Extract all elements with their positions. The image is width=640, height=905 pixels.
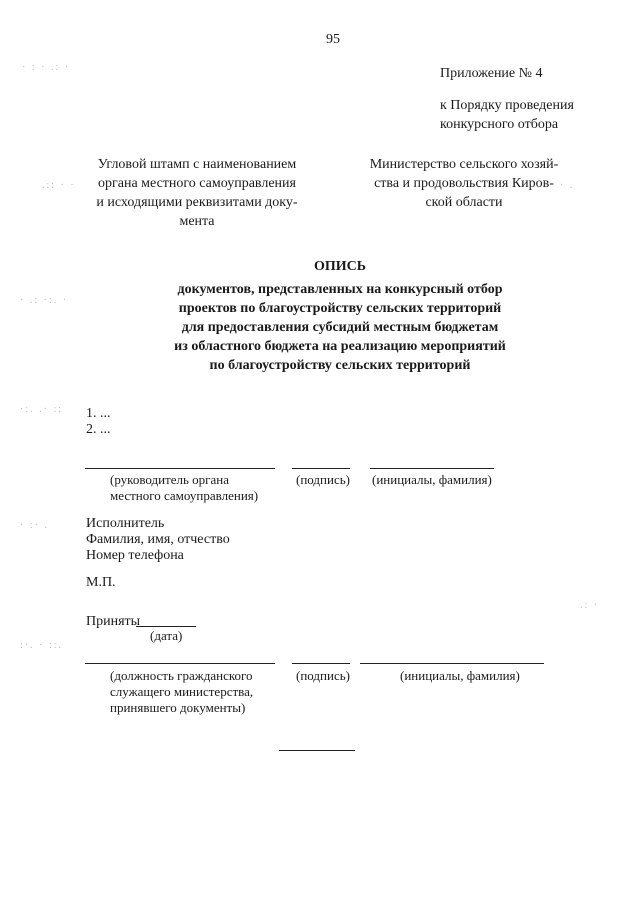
signature-caption: (подпись) bbox=[296, 472, 350, 487]
scan-noise: · .: ·:. · bbox=[20, 295, 69, 306]
appendix-line-1: к Порядку проведения bbox=[440, 98, 574, 113]
initials-caption: (инициалы, фамилия) bbox=[400, 668, 520, 683]
appendix-title: Приложение № 4 bbox=[440, 66, 543, 81]
accepted-date-line bbox=[136, 626, 196, 627]
acceptor-role-line-1: (должность гражданского bbox=[110, 668, 253, 683]
signature-caption: (подпись) bbox=[296, 668, 350, 683]
initials-caption: (инициалы, фамилия) bbox=[372, 472, 492, 487]
stamp-line-2: органа местного самоуправления bbox=[98, 176, 296, 191]
executor-name-field: Фамилия, имя, отчество bbox=[86, 532, 230, 547]
executor-label: Исполнитель bbox=[86, 516, 165, 531]
signer-role-line-1: (руководитель органа bbox=[110, 472, 230, 487]
signer-role-line-2: местного самоуправления) bbox=[110, 488, 259, 503]
list-item: 1. ... bbox=[86, 406, 111, 421]
page-number: 95 bbox=[326, 32, 340, 47]
heading-line-2: проектов по благоустройству сельских территорий bbox=[178, 301, 502, 316]
addressee-line-3: ской области bbox=[425, 195, 503, 210]
heading-line-3: для предоставления субсидий местным бюджетам bbox=[181, 320, 499, 335]
heading-line-4: из областного бюджета на реализацию мероприятий bbox=[174, 339, 506, 354]
signature-line-signature bbox=[292, 468, 350, 469]
scan-noise: .:: · · bbox=[42, 180, 76, 191]
seal-placeholder: М.П. bbox=[86, 575, 116, 590]
document-title: ОПИСЬ bbox=[313, 259, 367, 274]
scan-noise: · : · .: · bbox=[22, 62, 71, 73]
heading-line-5: по благоустройству сельских территорий bbox=[209, 358, 471, 373]
date-caption: (дата) bbox=[150, 628, 183, 643]
stamp-line-3: и исходящими реквизитами доку- bbox=[96, 195, 298, 210]
list-item: 2. ... bbox=[86, 422, 111, 437]
signature-line-initials bbox=[360, 663, 544, 664]
stamp-line-1: Угловой штамп с наименованием bbox=[97, 157, 297, 172]
addressee-line-1: Министерство сельского хозяй- bbox=[369, 157, 559, 172]
closing-rule bbox=[279, 750, 355, 751]
addressee-line-2: ства и продовольствия Киров- bbox=[374, 176, 554, 191]
signature-line-initials bbox=[370, 468, 494, 469]
signature-line-role bbox=[85, 468, 275, 469]
stamp-line-4: мента bbox=[179, 214, 215, 229]
heading-line-1: документов, представленных на конкурсный отбор bbox=[177, 282, 503, 297]
scan-noise: · :· . bbox=[20, 520, 49, 531]
scan-noise: ·:. .· :: bbox=[20, 404, 63, 415]
executor-phone-field: Номер телефона bbox=[86, 548, 184, 563]
scan-noise: :·. · ::. bbox=[20, 640, 63, 651]
acceptor-role-line-3: принявшего документы) bbox=[110, 700, 246, 715]
scan-noise: .: · bbox=[580, 600, 600, 611]
accepted-label: Приняты bbox=[86, 614, 141, 629]
scan-noise: · . bbox=[560, 180, 575, 191]
signature-line-role bbox=[85, 663, 275, 664]
acceptor-role-line-2: служащего министерства, bbox=[110, 684, 254, 699]
signature-line-signature bbox=[292, 663, 350, 664]
appendix-line-2: конкурсного отбора bbox=[440, 117, 559, 132]
